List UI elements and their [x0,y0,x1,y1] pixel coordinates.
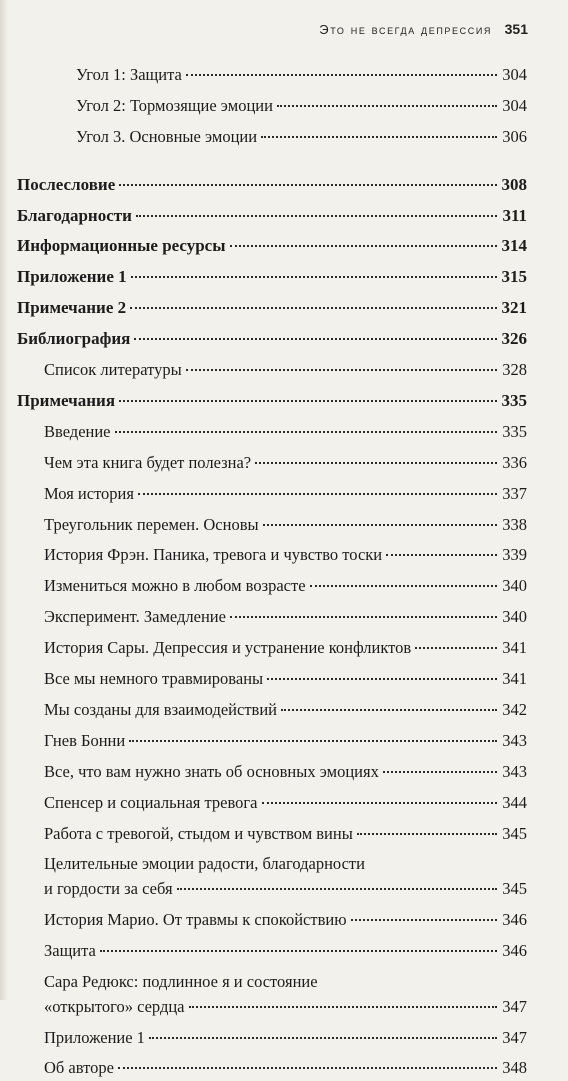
toc-page-number: 326 [501,329,527,349]
toc-entry-title: Гнев Бонни [44,730,126,750]
toc-page-number: 340 [502,576,527,596]
toc-entry-title-cont: «открытого» сердца [44,996,185,1016]
dot-leader [149,1036,497,1039]
toc-entry-title: Приложение 1 [17,267,127,287]
toc-page-number: 338 [502,514,527,534]
toc-page-number: 321 [501,298,527,318]
dot-leader [263,523,497,526]
toc-entry-title: Послесловие [17,174,116,194]
page-edge-shadow [0,0,8,1000]
toc-page-number: 304 [502,95,527,115]
toc-entry-title: Моя история [44,483,134,503]
dot-leader [130,306,497,309]
toc-entry-title: Список литературы [44,360,182,380]
toc-entry-title: Угол 1: Защита [76,65,182,84]
dot-leader [129,739,497,742]
dot-leader [186,73,497,76]
toc-entry-title: Угол 2: Тормозящие эмоции [76,95,273,115]
toc-entry-title: Целительные эмоции радости, благодарности [44,854,365,874]
toc-page-number: 341 [502,669,527,689]
toc-entry-title: История Марио. От травмы к спокойствию [44,910,347,930]
toc-entry-title: Об авторе [44,1058,114,1078]
toc-page-number: 345 [502,823,527,843]
toc-entry-title: Введение [44,421,111,441]
toc-page-number: 335 [501,390,527,410]
toc-page-number: 335 [502,421,527,441]
toc-entry-title: Мы созданы для взаимодействий [44,699,277,719]
toc-entry-title-cont: и гордости за себя [44,879,173,899]
toc-page-number: 339 [502,545,527,565]
dot-leader [119,183,497,186]
toc-entry-title: Приложение 1 [44,1027,145,1047]
dot-leader [310,584,497,587]
dot-leader [177,887,497,890]
toc-page-number: 306 [502,126,527,146]
toc-entry-title: Информационные ресурсы [17,236,226,256]
running-head [0,22,568,42]
dot-leader [386,553,497,556]
dot-leader [357,832,497,835]
dot-leader [119,399,497,402]
toc-page-number: 311 [502,205,527,225]
toc-entry-title: История Сары. Депрессия и устранение конфликтов [44,638,412,658]
toc-page-number: 346 [502,941,527,960]
toc-entry-title: Все, что вам нужно знать об основных эмоциях [44,761,379,781]
running-head-title: Это не всегда депрессия [319,22,492,37]
toc-entry-title: Угол 3. Основные эмоции [76,126,258,146]
toc-entry-title: История Фрэн. Паника, тревога и чувство тоски [44,545,383,565]
toc-page-number: 347 [502,1027,527,1047]
dot-leader [186,368,497,371]
dot-leader [262,801,497,804]
dot-leader [230,244,498,247]
toc-entry-title: Работа с тревогой, стыдом и чувством вины [44,823,353,843]
dot-leader [255,461,497,464]
dot-leader [118,1066,497,1069]
page-number: 351 [504,21,528,37]
toc-entry-title: Спенсер и социальная тревога [44,792,258,812]
dot-leader [134,337,497,340]
toc-entry-title: Примечания [17,390,116,410]
toc-page-number: 328 [502,360,527,380]
toc-entry-title: Библиография [17,329,131,349]
toc-entry-title: Защита [44,941,96,960]
toc-page-number: 315 [501,267,527,287]
toc-entry-title: Измениться можно в любом возрасте [44,576,306,596]
dot-leader [136,214,497,217]
dot-leader [100,949,497,952]
toc-page-number: 336 [502,452,527,472]
dot-leader [138,492,497,495]
toc-entry-title: Сара Редюкс: подлинное я и состояние [44,971,318,991]
toc-entry-title: Благодарности [17,205,132,225]
toc-page-number: 347 [502,996,527,1016]
toc-page-number: 314 [501,236,527,256]
toc-page-number: 342 [502,699,527,719]
toc-page-number: 346 [502,910,527,930]
toc-page-number: 304 [502,65,527,84]
toc-page-number: 337 [502,483,527,503]
toc-page-number: 345 [502,879,527,899]
toc-entry-title: Все мы немного травмированы [44,669,264,689]
dot-leader [351,918,497,921]
toc-entry-title: Треугольник перемен. Основы [44,514,259,534]
dot-leader [230,615,497,618]
dot-leader [281,708,497,711]
toc-page-number: 343 [502,761,527,781]
dot-leader [189,1005,498,1008]
toc-entry-title: Чем эта книга будет полезна? [44,452,252,472]
toc-page-number: 340 [502,607,527,627]
dot-leader [277,104,497,107]
toc-page-number: 308 [501,174,527,194]
toc-page-number: 341 [502,638,527,658]
toc-page-number: 344 [502,792,527,812]
toc-page-number: 343 [502,730,527,750]
toc-entry-title: Примечание 2 [17,298,127,318]
dot-leader [383,770,497,773]
dot-leader [415,646,497,649]
dot-leader [267,677,497,680]
toc-page-number: 348 [502,1058,527,1078]
toc-entry-title: Эксперимент. Замедление [44,607,226,627]
dot-leader [115,430,497,433]
dot-leader [131,275,497,278]
dot-leader [261,135,497,138]
